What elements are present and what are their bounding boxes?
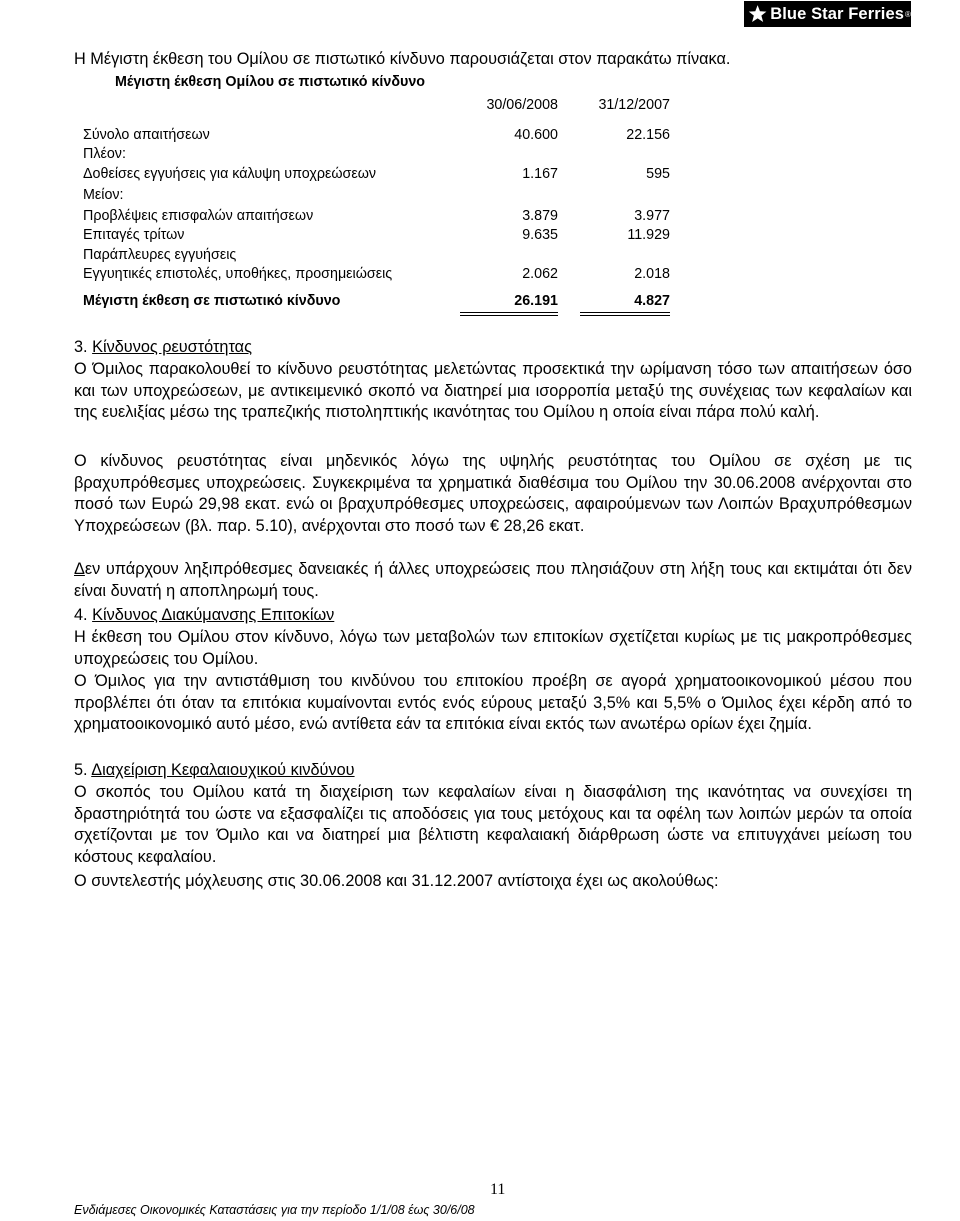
section-3-heading xyxy=(74,337,912,359)
double-underline-top-2008 xyxy=(460,312,558,313)
section-5-paragraph-2: Ο συντελεστής μόχλευσης στις 30.06.2008 και 31.12.2007 αντίστοιχα έχει ως ακολούθως: xyxy=(74,872,719,890)
row-value-2007: 595 xyxy=(646,166,670,182)
row-label: Πλέον: xyxy=(83,146,126,162)
table-title: Μέγιστη έκθεση Ομίλου σε πιστωτικό κίνδυνο xyxy=(115,74,426,90)
row-value-2008: 2.062 xyxy=(522,266,558,282)
row-label: Σύνολο απαιτήσεων xyxy=(83,127,210,143)
underlined-initial: Δ xyxy=(74,560,85,578)
section-5-paragraph-1: Ο σκοπός του Ομίλου κατά τη διαχείριση των κεφαλαίων είναι η διασφάλιση της ικανότητας να συνεχίσει τη δραστηριότητά του ώστε να εξασφαλίζει τις αποδόσεις για τους μετόχους και τα οφέλη των λοιπών μερών τα οποία σχετίζονται με τον Όμιλο και να διατηρεί μια βέλτιστη κεφαλαιακή διάρθρωση ώστε να επιτυγχάνει μείωση του κόστους κεφαλαίου. xyxy=(74,783,912,866)
total-value-2007: 4.827 xyxy=(634,293,670,309)
intro-text: Η Μέγιστη έκθεση του Ομίλου σε πιστωτικό κίνδυνο παρουσιάζεται στον παρακάτω πίνακα. xyxy=(74,50,731,68)
section-4-heading xyxy=(74,605,912,627)
section-title: Κίνδυνος Διακύμανσης Επιτοκίων xyxy=(92,606,335,624)
row-label: Προβλέψεις επισφαλών απαιτήσεων xyxy=(83,208,314,224)
row-value-2007: 2.018 xyxy=(634,266,670,282)
section-number: 5. xyxy=(74,761,92,779)
page-number: 11 xyxy=(490,1181,506,1198)
section-number: 3. xyxy=(74,338,93,356)
double-underline-top-2007 xyxy=(580,312,670,313)
column-header-2007: 31/12/2007 xyxy=(598,97,670,113)
total-label: Μέγιστη έκθεση σε πιστωτικό κίνδυνο xyxy=(83,293,341,309)
row-value-2007: 22.156 xyxy=(626,127,670,143)
section-3-paragraph-3 xyxy=(74,559,912,602)
row-label: Εγγυητικές επιστολές, υποθήκες, προσημειώσεις xyxy=(83,266,393,282)
star-icon xyxy=(748,4,767,24)
row-value-2008: 1.167 xyxy=(522,166,558,182)
logo-text: Blue Star Ferries xyxy=(770,4,904,23)
logo-registered-mark: ® xyxy=(905,9,911,19)
row-label: Παράπλευρες εγγυήσεις xyxy=(83,247,237,263)
total-value-2008: 26.191 xyxy=(514,293,558,309)
row-value-2008: 3.879 xyxy=(522,208,558,224)
row-value-2007: 11.929 xyxy=(627,227,670,243)
double-underline-bottom-2008 xyxy=(460,315,558,316)
section-title: Κίνδυνος ρευστότητας xyxy=(92,338,252,356)
row-label: Μείον: xyxy=(83,187,124,203)
section-3-paragraph-2: Ο κίνδυνος ρευστότητας είναι μηδενικός λόγω της υψηλής ρευστότητας του Ομίλου σε σχέση με τις βραχυπρόθεσμες υποχρεώσεις. Συγκεκριμένα τα χρηματικά διαθέσιμα του Ομίλου την 30.06.2008 ανέρχονται στο ποσό των Ευρώ 29,98 εκατ. ενώ οι βραχυπρόθεσμες υποχρεώσεις, αφαιρούμενων των Λοιπών Βραχυπρόθεσμων Υποχρεώσεων (βλ. παρ. 5.10), ανέρχονται στο ποσό των € 28,26 εκατ. xyxy=(74,452,912,535)
section-number: 4. xyxy=(74,606,93,624)
section-5-heading xyxy=(74,760,912,782)
section-4-paragraph-1: Η έκθεση του Ομίλου στον κίνδυνο, λόγω των μεταβολών των επιτοκίων σχετίζεται κυρίως με τις μακροπρόθεσμες υποχρεώσεις του Ομίλου. xyxy=(74,628,912,668)
section-4-paragraph-2: Ο Όμιλος για την αντιστάθμιση του κινδύνου του επιτοκίου προέβη σε αγορά χρηματοοικονομικού μέσου που προβλέπει ότι όταν τα επιτόκια κυμαίνονται εντός ενός εύρους μεταξύ 3,5% και 5,5% ο Όμιλος έχει κέρδη από το χρηματοοικονομικό αυτό μέσο, ενώ αντίθετα εάν τα επιτόκια είναι εκτός των ανωτέρω ορίων έχει ζημία. xyxy=(74,672,912,734)
row-label: Επιταγές τρίτων xyxy=(83,227,185,243)
row-label: Δοθείσες εγγυήσεις για κάλυψη υποχρεώσεων xyxy=(83,166,377,182)
company-logo xyxy=(744,1,911,27)
row-value-2008: 40.600 xyxy=(514,127,558,143)
row-value-2007: 3.977 xyxy=(634,208,670,224)
section-3-paragraph-1: Ο Όμιλος παρακολουθεί το κίνδυνο ρευστότητας μελετώντας προσεκτικά την ωρίμανση τόσο των απαιτήσεων όσο και των υποχρεώσεων, με αντικειμενικό σκοπό να διατηρεί μια ισορροπία μεταξύ της συνέχειας των κεφαλαίων και της ευελιξίας μέσω της τραπεζικής πιστοληπτικής ικανότητας του Ομίλου η οποία είναι πάρα πολύ καλή. xyxy=(74,360,912,422)
page-footer: Ενδιάμεσες Οικονομικές Καταστάσεις για την περίοδο 1/1/08 έως 30/6/08 xyxy=(74,1203,475,1217)
double-underline-bottom-2007 xyxy=(580,315,670,316)
paragraph-text: εν υπάρχουν ληξιπρόθεσμες δανειακές ή άλλες υποχρεώσεις που πλησιάζουν στη λήξη τους και εκτιμάται ότι δεν είναι δυνατή η αποπληρωμή τους. xyxy=(74,560,912,600)
column-header-2008: 30/06/2008 xyxy=(486,97,558,113)
row-value-2008: 9.635 xyxy=(522,227,558,243)
section-title: Διαχείριση Κεφαλαιουχικού κινδύνου xyxy=(91,761,355,779)
